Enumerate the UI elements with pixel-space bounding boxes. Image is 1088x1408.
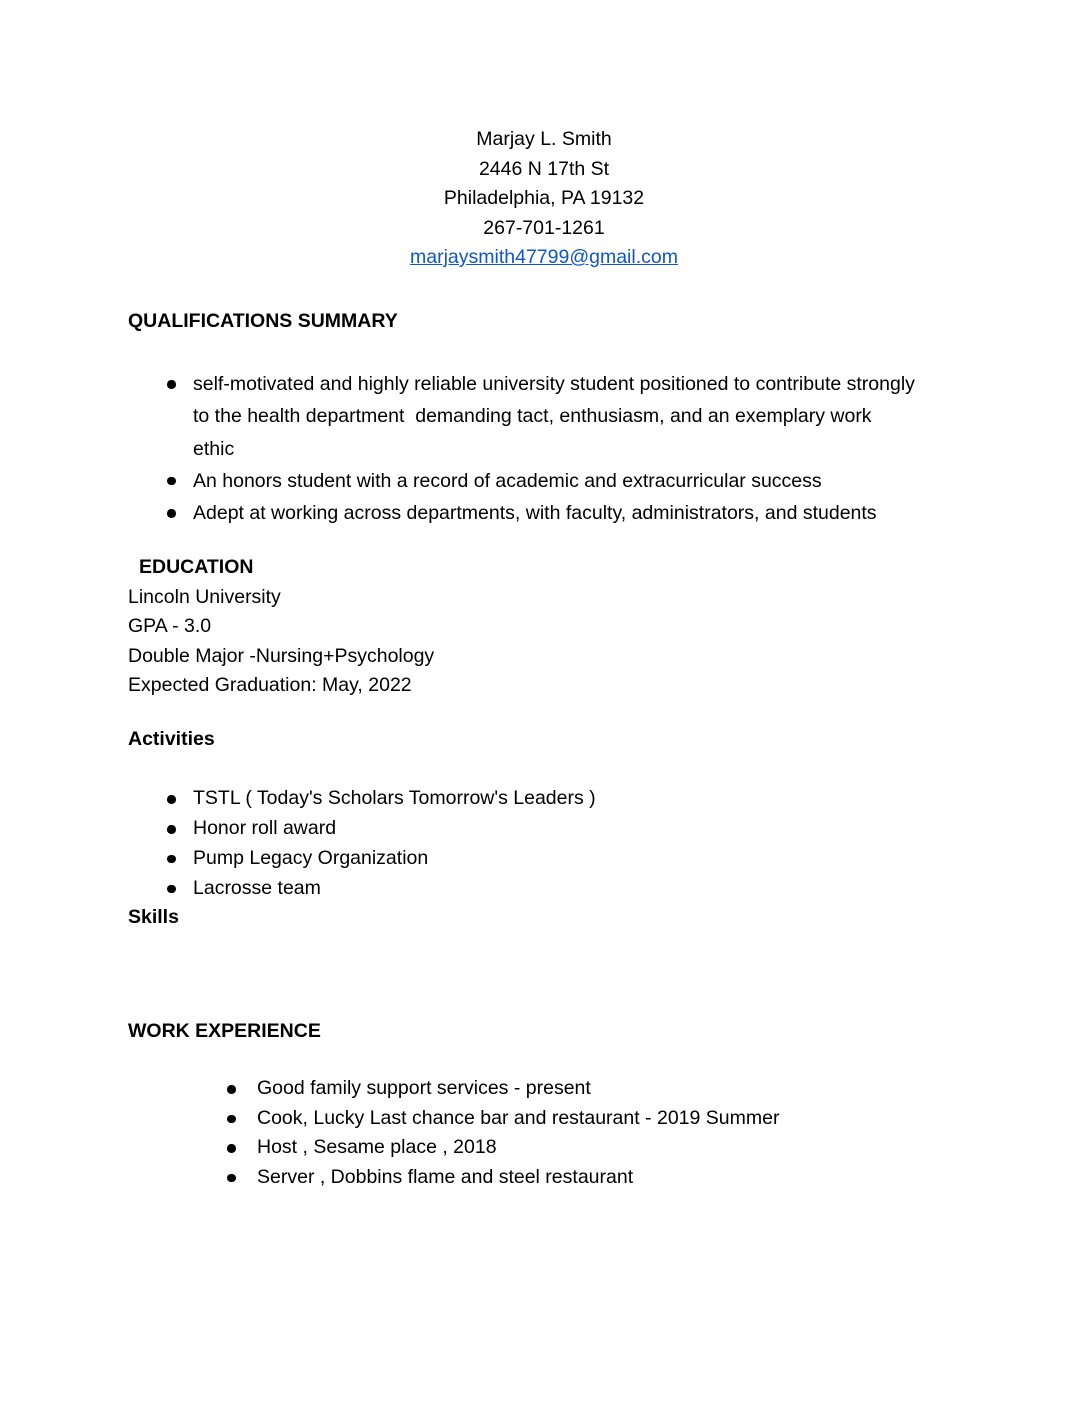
list-item: Pump Legacy Organization bbox=[128, 844, 960, 874]
work-experience-list bbox=[128, 1074, 960, 1192]
education-major: Double Major -Nursing+Psychology bbox=[128, 644, 435, 667]
work-experience-heading: WORK EXPERIENCE bbox=[128, 1019, 321, 1042]
contact-phone: 267-701-1261 bbox=[483, 216, 605, 239]
education-graduation: Expected Graduation: May, 2022 bbox=[128, 674, 412, 697]
contact-header bbox=[128, 125, 960, 273]
skills-heading: Skills bbox=[128, 906, 179, 929]
list-item: TSTL ( Today's Scholars Tomorrow's Leaders ) bbox=[128, 784, 960, 814]
list-item: Lacrosse team bbox=[128, 874, 960, 904]
email-link[interactable]: marjaysmith47799@gmail.com bbox=[410, 246, 678, 268]
education-school: Lincoln University bbox=[128, 585, 281, 608]
education-heading: EDUCATION bbox=[139, 556, 254, 579]
activities-heading: Activities bbox=[128, 727, 215, 750]
list-item: Honor roll award bbox=[128, 814, 960, 844]
contact-address-line1: 2446 N 17th St bbox=[478, 157, 610, 180]
list-item: An honors student with a record of academic and extracurricular success bbox=[128, 465, 918, 497]
education-gpa: GPA - 3.0 bbox=[128, 615, 212, 638]
contact-email-row bbox=[128, 243, 960, 273]
list-item: Good family support services - present bbox=[128, 1074, 960, 1104]
list-item: Server , Dobbins flame and steel restaurant bbox=[128, 1163, 960, 1193]
contact-name: Marjay L. Smith bbox=[476, 128, 612, 150]
list-item: Adept at working across departments, with faculty, administrators, and students bbox=[128, 497, 918, 529]
contact-address-line2: Philadelphia, PA 19132 bbox=[443, 187, 645, 209]
list-item: Host , Sesame place , 2018 bbox=[128, 1133, 960, 1163]
qualifications-list bbox=[128, 368, 921, 529]
education-section bbox=[128, 553, 960, 701]
qualifications-heading: QUALIFICATIONS SUMMARY bbox=[128, 309, 398, 332]
activities-list bbox=[128, 784, 960, 903]
list-item: self-motivated and highly reliable university student positioned to contribute strongly to the health department demanding tact, enthusiasm, and an exemplary work ethic bbox=[128, 368, 918, 465]
list-item: Cook, Lucky Last chance bar and restaurant - 2019 Summer bbox=[128, 1104, 960, 1134]
